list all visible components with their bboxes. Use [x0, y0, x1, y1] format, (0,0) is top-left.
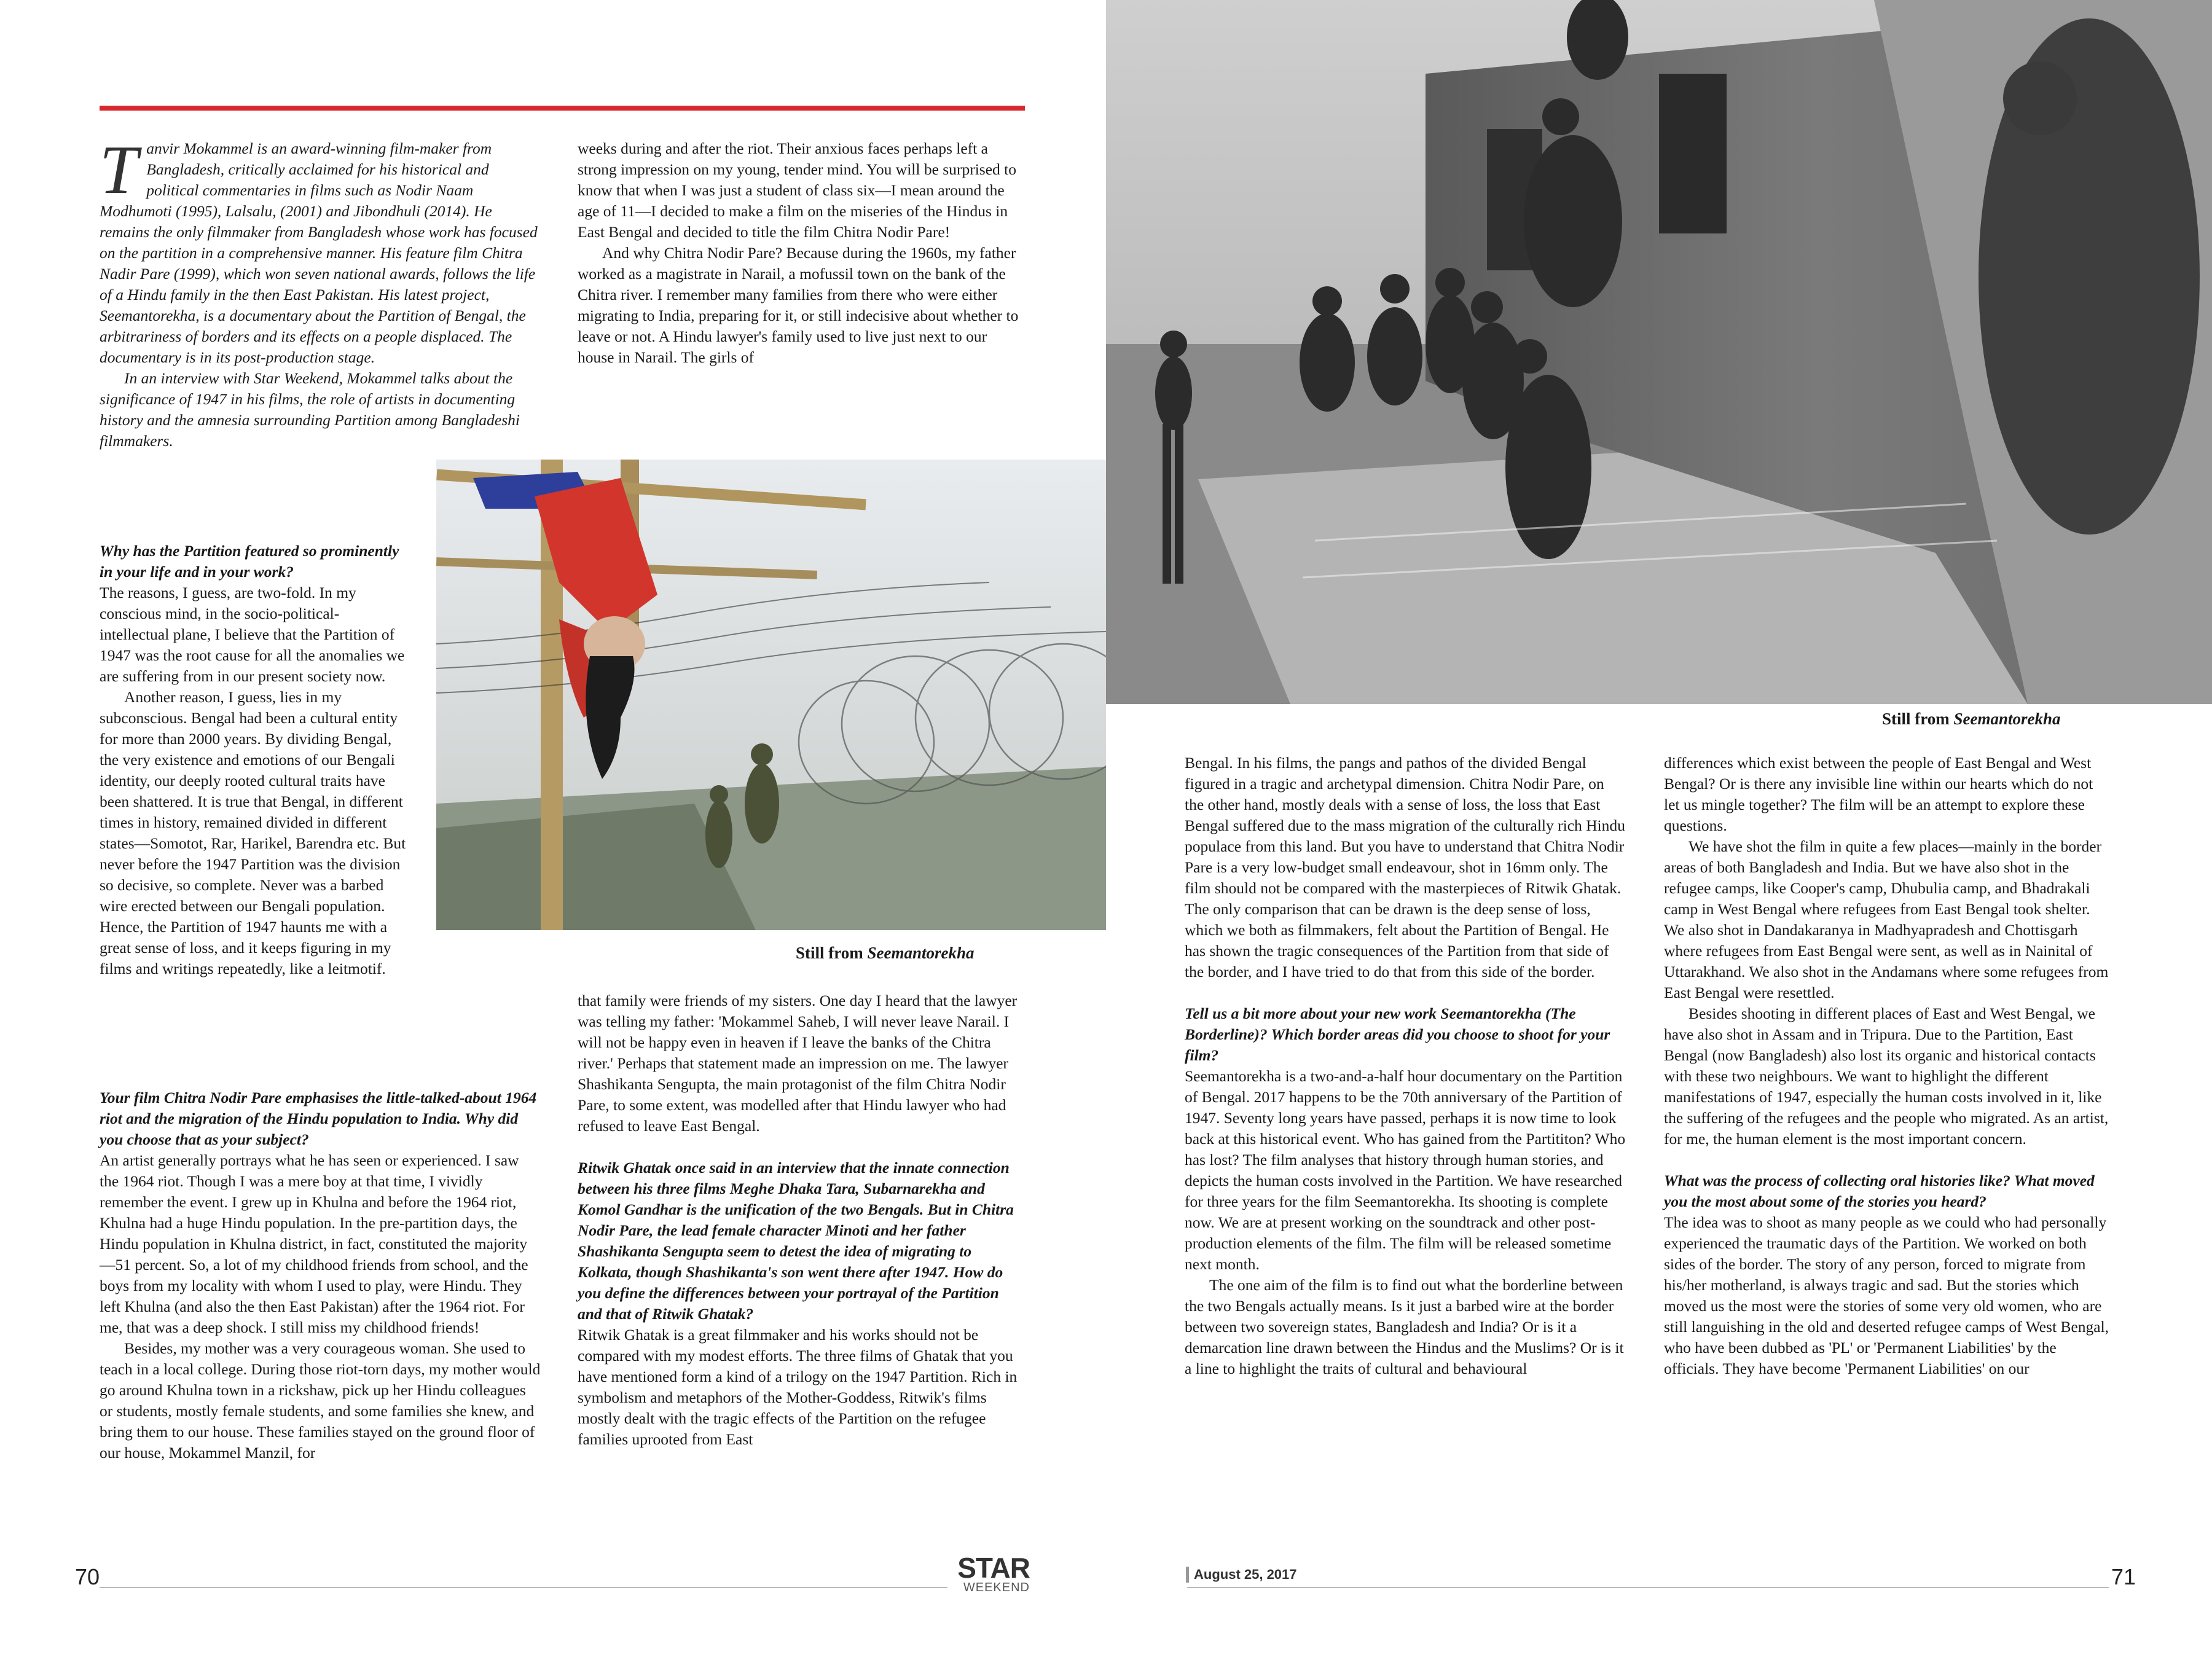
answer-2b: Besides, my mother was a very courageous woman. She used to teach in a local college. During those riot-torn days, my mother would go around Khulna town in a rickshaw, pick up her Hindu colleagues or students, mostly female students, and some families she knew, and bring them to our house. These families stayed on the ground floor of our house, Mokammel Manzil, for — [100, 1339, 541, 1462]
column-2-top — [578, 138, 1020, 368]
fence-photo-graphic — [436, 460, 1106, 930]
column-2-continuation: that family were friends of my sisters. One day I heard that the lawyer was telling my father: 'Mokammel Saheb, I will never leave Narail. I will not be happy even in heaven if I leave the banks of the Chitra river.' Perhaps that statement made an impression on me. The lawyer Shashikanta Sengupta, the main protagonist of the film Chitra Nodir Pare, to some extent, was modelled after that Hindu lawyer who had refused to leave East Bengal. — [578, 992, 1018, 1135]
question-4: Tell us a bit more about your new work Seemantorekha (The Borderline)? Which border areas did you choose to shoot for your film? — [1185, 1004, 1610, 1064]
answer-4d: We have shot the film in quite a few places—mainly in the border areas of both Bangladesh and India. But we have also shot in the refugee camps, like Cooper's camp, Dhubulia camp, and Bhadrakali camp in West Bengal where refugees from East Bengal took shelter. We also shot in Dandakaranya in Madhyapradesh and Chottisgarh where refugees from East Bengal were sent, as well as in Nainital of Uttarakhand. We also shot in the Andamans where some refugees from East Bengal were resettled. — [1664, 837, 2109, 1001]
column-4 — [1664, 753, 2112, 1379]
column-1-lower — [100, 1087, 542, 1463]
star-weekend-logo — [956, 1554, 1030, 1594]
border-fence-photo — [436, 460, 1106, 930]
column-2-paragraph-2: And why Chitra Nodir Pare? Because during the 1960s, my father worked as a magistrate in Narail, a mofussil town on the bank of the Chitra river. I remember many families from there who were either migrating to India, preparing for it, or still indecisive about whether to leave or not. A Hindu lawyer's family used to live just next to our house in Narail. The girls of — [578, 244, 1019, 366]
intro-block — [100, 132, 542, 452]
intro-paragraph-2: In an interview with Star Weekend, Mokammel talks about the significance of 1947 in his films, the role of artists in documenting history and the amnesia surrounding Partition among Bangladeshi filmmakers. — [100, 369, 520, 450]
question-5: What was the process of collecting oral histories like? What moved you the most about some of the stories you heard? — [1664, 1172, 2095, 1210]
train-refugee-photo — [1106, 0, 2212, 704]
answer-5: The idea was to shoot as many people as we could who had personally experienced the traumatic days of the Partition. We worked on both sides of the border. The story of any person, forced to migrate from his/her motherland, is always tragic and sad. But the stories which moved us the most were the stories of some very old women, who are still languishing in the old and deserted refugee camps of West Bengal, who have been dubbed as 'PL' or 'Permanent Liabilities' by the officials. They have become 'Permanent Liabilities' on our — [1664, 1213, 2109, 1377]
footer-rule-right — [1187, 1587, 2109, 1588]
logo-star: STAR — [957, 1552, 1030, 1584]
answer-3: Ritwik Ghatak is a great filmmaker and his works should not be compared with my modest efforts. The three films of Ghatak that you have mentioned form a kind of a trilogy on the 1947 Partition. Rich in symbolism and metaphors of the Mother-Goddess, Ritwik's films mostly dealt with the tragic effects of the Partition on the refugee families uprooted from East — [578, 1326, 1018, 1448]
answer-1: The reasons, I guess, are two-fold. In my conscious mind, in the socio-political-intellectual plane, I believe that the Partition of 1947 was the root cause for all the anomalies we are suffering from in our present society now. — [100, 584, 405, 685]
caption-film-title: Seemantorekha — [1953, 710, 2061, 728]
train-photo-graphic — [1106, 0, 2212, 704]
column-1-narrow — [100, 520, 407, 979]
answer-4e: Besides shooting in different places of East and West Bengal, we have also shot in Assam and in Tripura. Due to the Partition, East Bengal (now Bangladesh) also lost its organic and historical contacts with these two neighbours. We want to highlight the different manifestations of 1947, especially the human costs involved in it, like the suffering of the refugees and the people who migrated. As an artist, for me, the human element is the most important concern. — [1664, 1004, 2109, 1148]
caption-train-photo: Still from Seemantorekha — [1882, 710, 2061, 728]
intro-paragraph: Tanvir Mokammel is an award-winning film-maker from Bangladesh, critically acclaimed for his historical and political commentaries in films such as Nodir Naam Modhumoti (1995), Lalsalu, (2001) and Jibondhuli (2014). He remains the only filmmaker from Bangladesh whose work has focused on the partition in a comprehensive manner. His feature film Chitra Nadir Pare (1999), which won seven national awards, follows the life of a Hindu family in the then East Pakistan. His latest project, Seemantorekha, is a documentary about the Partition of Bengal, the arbitrariness of borders and its effects on a people displaced. The documentary is in its post-production stage. — [100, 132, 538, 366]
page-number-right: 71 — [2111, 1564, 2136, 1589]
column-2-paragraph: weeks during and after the riot. Their anxious faces perhaps left a strong impression on my young, tender mind. You will be surprised to know that when I was just a student of class six—I mean around the age of 11—I decided to make a film on the miseries of the Hindus in East Bengal and decided to title the film Chitra Nodir Pare! — [578, 139, 1016, 241]
page-number-left: 70 — [75, 1564, 100, 1589]
question-1: Why has the Partition featured so prominently in your life and in your work? — [100, 542, 399, 581]
question-3: Ritwik Ghatak once said in an interview that the innate connection between his three films Meghe Dhaka Tara, Subarnarekha and Komol Gandhar is the unification of the two Bengals. But in Chitra Nodir Pare, the lead female character Minoti and her father Shashikanta Sengupta seem to detest the idea of migrating to Kolkata, though Shashikanta's son went there after 1947. How do you define the differences between your portrayal of the Partition and that of Ritwik Ghatak? — [578, 1159, 1014, 1323]
footer-rule-left — [100, 1587, 947, 1588]
header-red-rule — [100, 106, 1025, 111]
answer-1b: Another reason, I guess, lies in my subconscious. Bengal had been a cultural entity for more than 2000 years. By dividing Bengal, the very existence and emotions of our Bengali identity, our deeply rooted cultural traits have been shattered. It is true that Bengal, in different times in history, remained divided in different states—Somotot, Rar, Harikel, Barendra etc. But never before the 1947 Partition was the division so decisive, so complete. Never was a barbed wire erected between our Bengali population. Hence, the Partition of 1947 haunts me with a great sense of loss, and it keeps figuring in my films and writings repeatedly, like a leitmotif. — [100, 688, 406, 977]
drop-cap: T — [100, 132, 138, 208]
column-2-bottom — [578, 990, 1020, 1450]
answer-4b: The one aim of the film is to find out what the borderline between the two Bengals actually means. Is it just a barbed wire at the border between two sovereign states, Bangladesh and India? Or is it a demarcation line drawn between the Hindus and the Muslims? Or is it a line to highlight the traits of cultural and behavioural — [1185, 1276, 1624, 1377]
answer-4-continued: differences which exist between the people of East Bengal and West Bengal? Or is there any invisible line within our hearts which do not let us mingle together? The film will be an attempt to explore these questions. — [1664, 754, 2093, 834]
issue-date: August 25, 2017 — [1186, 1567, 1297, 1583]
logo-weekend: WEEKEND — [963, 1581, 1030, 1594]
caption-fence-photo: Still from Seemantorekha — [796, 944, 975, 962]
answer-2: An artist generally portrays what he has seen or experienced. I saw the 1964 riot. Though I was a mere boy at that time, I vividly remember the event. I grew up in Khulna and before the 1964 riot, Khulna had a huge Hindu population. In the pre-partition days, the Hindu population in Khulna district, in fact, constituted the majority—51 percent. So, a lot of my childhood friends from school, and the boys from my locality with whom I used to play, were Hindu. They left Khulna (and also the then East Pakistan) after the 1964 riot. For me, that was a deep shock. I still miss my childhood friends! — [100, 1151, 528, 1336]
caption-film-title: Seemantorekha — [867, 944, 975, 962]
answer-4: Seemantorekha is a two-and-a-half hour documentary on the Partition of Bengal. 2017 happens to be the 70th anniversary of the Partition of 1947. Seventy long years have passed, perhaps it is now time to look back at this historical event. Who has gained from the Partititon? Who has lost? The film analyses that history through human stories, and depicts the human costs involved in the Partition. We have researched for three years for the film Seemantorekha. Its shooting is complete now. We are at present working on the soundtrack and other post-production elements of the film. The film will be released sometime next month. — [1185, 1067, 1626, 1273]
question-2: Your film Chitra Nodir Pare emphasises the little-talked-about 1964 riot and the migration of the Hindu population to India. Why did you choose that as your subject? — [100, 1089, 537, 1148]
column-3 — [1185, 753, 1627, 1379]
answer-3-continued: Bengal. In his films, the pangs and pathos of the divided Bengal figured in a tragic and archetypal dimension. Chitra Nodir Pare, on the other hand, mostly deals with a sense of loss, the loss that East Bengal suffered due to the mass migration of the culturally rich Hindu populace from this land. But you have to understand that Chitra Nodir Pare is a very low-budget small endeavour, shot in 16mm only. The film should not be compared with the masterpieces of Ritwik Ghatak. The only comparison that can be drawn is the deep sense of loss, which we both as filmmakers, felt about the Partition of Bengal. He has shown the tragic consequences of the Partition from that side of the border, and I have tried to do that from this side of the border. — [1185, 754, 1625, 981]
